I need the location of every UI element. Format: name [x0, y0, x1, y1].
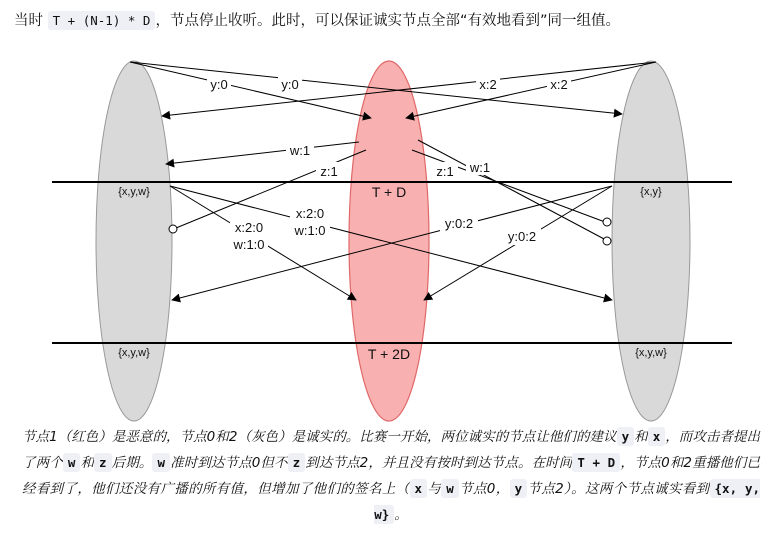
label-y02-a: y:0:2 — [444, 216, 474, 231]
label-w1-a: w:1 — [289, 143, 311, 158]
node-2-state-label: {x,y} — [640, 186, 662, 198]
time-label-t-plus-2d: T + 2D — [367, 346, 411, 362]
header-suffix: ，节点停止收听。此时，可以保证诚实节点全部“有效地看到”同一组值。 — [155, 13, 620, 29]
label-y0-b: y:0 — [281, 77, 299, 92]
late-message-marker — [603, 218, 611, 226]
message-diagram — [0, 40, 780, 424]
header-code: T + (N-1) * D — [48, 11, 156, 30]
honest-node-0-ellipse — [96, 61, 172, 421]
label-w10-a: w:1:0 — [233, 237, 265, 252]
label-y0-a: y:0 — [210, 77, 228, 92]
label-x2-a: x:2 — [479, 77, 497, 92]
honest-node-2-ellipse — [612, 61, 690, 421]
label-z1-b: z:1 — [436, 164, 454, 179]
figure-caption: 节点1（红色）是恶意的，节点0和2（灰色）是诚实的。比赛一开始，两位诚实的节点让他们的建议 y 和 x ，而攻击者提出了两个 w 和 z 后期。 w 准时到达节点0但不 z 到达节点2，并且没有按时到达节点。在时间 T + D ，节点0和2重播他们已经看到了，他们还没有广播的所有值，但增加了他们的签名上（ x 与 w 节点0， y 节点2）。这两个节点诚实看到 {x, y, w} 。 — [22, 429, 761, 523]
arrow-w1-to-node-0 — [166, 142, 359, 164]
arrow-y0-to-node-1 — [130, 62, 371, 118]
late-message-marker — [603, 237, 611, 245]
node-2-final-label: {x,y,w} — [635, 347, 667, 359]
header-prefix: 当时 — [14, 13, 43, 29]
node-0-state-label: {x,y,w} — [118, 186, 150, 198]
label-x2-b: x:2 — [550, 77, 568, 92]
late-message-marker — [169, 225, 177, 233]
label-x20-b: x:2:0 — [295, 206, 325, 221]
label-w1-b: w:1 — [469, 160, 491, 175]
label-x20-a: x:2:0 — [234, 220, 264, 235]
malicious-node-1-ellipse — [349, 61, 429, 421]
arrow-z1-late-to-node-0 — [176, 150, 366, 228]
arrow-z1-late-to-node-2 — [412, 150, 605, 222]
label-y02-b: y:0:2 — [507, 229, 537, 244]
arrow-x2-to-node-1 — [406, 62, 656, 118]
label-w10-b: w:1:0 — [294, 223, 326, 238]
time-label-t-plus-d: T + D — [371, 184, 407, 200]
node-0-final-label: {x,y,w} — [118, 347, 150, 359]
label-z1-a: z:1 — [320, 164, 338, 179]
header-text — [14, 8, 774, 34]
